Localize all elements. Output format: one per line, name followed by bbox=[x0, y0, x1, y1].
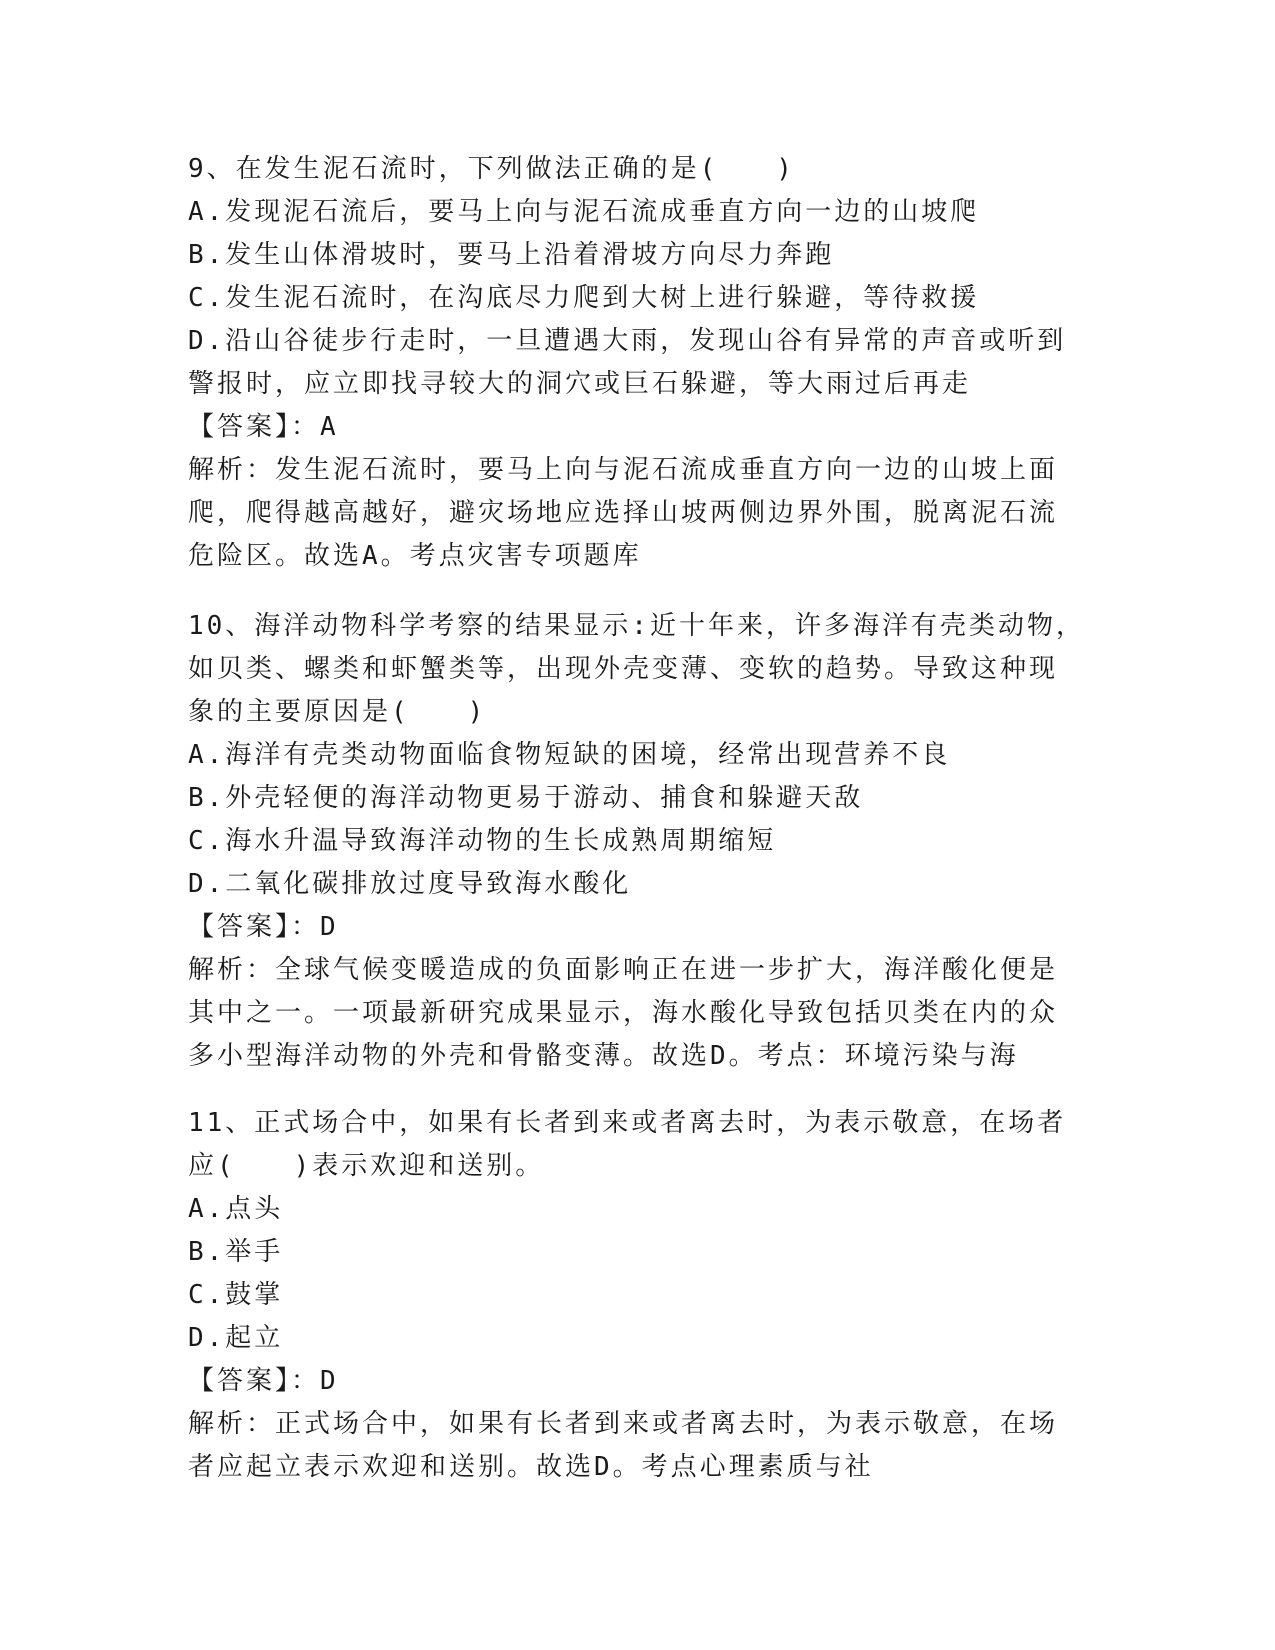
analysis-line: 解析：发生泥石流时，要马上向与泥石流成垂直方向一边的山坡上面 bbox=[188, 455, 1059, 485]
option-a: A.点头 bbox=[188, 1194, 284, 1224]
analysis-line: 解析：正式场合中，如果有长者到来或者离去时，为表示敬意，在场 bbox=[188, 1409, 1059, 1439]
analysis-line: 多小型海洋动物的外壳和骨骼变薄。故选D。考点：环境污染与海 bbox=[188, 1041, 1019, 1071]
option-b: B.发生山体滑坡时，要马上沿着滑坡方向尽力奔跑 bbox=[188, 240, 835, 270]
option-a: A.海洋有壳类动物面临食物短缺的困境，经常出现营养不良 bbox=[188, 740, 951, 770]
question-stem: 如贝类、螺类和虾蟹类等，出现外壳变薄、变软的趋势。导致这种现 bbox=[188, 654, 1059, 684]
question-stem: 10、海洋动物科学考察的结果显示:近十年来，许多海洋有壳类动物， bbox=[188, 611, 1085, 641]
option-d: D.二氧化碳排放过度导致海水酸化 bbox=[188, 869, 632, 899]
question-stem: 9、在发生泥石流时，下列做法正确的是( ) bbox=[188, 154, 795, 184]
option-b: B.举手 bbox=[188, 1237, 284, 1267]
analysis-line: 危险区。故选A。考点灾害专项题库 bbox=[188, 541, 642, 571]
analysis-line: 者应起立表示欢迎和送别。故选D。考点心理素质与社 bbox=[188, 1452, 874, 1482]
question-9 bbox=[188, 148, 1068, 578]
answer-line: 【答案】：D bbox=[188, 1366, 339, 1396]
option-c: C.鼓掌 bbox=[188, 1280, 284, 1310]
option-b: B.外壳轻便的海洋动物更易于游动、捕食和躲避天敌 bbox=[188, 783, 864, 813]
question-11 bbox=[188, 1102, 1068, 1489]
option-c: C.发生泥石流时，在沟底尽力爬到大树上进行躲避，等待救援 bbox=[188, 283, 980, 313]
question-stem: 11、正式场合中，如果有长者到来或者离去时，为表示敬意，在场者 bbox=[188, 1108, 1067, 1138]
question-stem: 应( )表示欢迎和送别。 bbox=[188, 1151, 545, 1181]
answer-line: 【答案】：A bbox=[188, 412, 339, 442]
option-d: D.沿山谷徒步行走时，一旦遭遇大雨，发现山谷有异常的声音或听到 bbox=[188, 326, 1067, 356]
option-d-continued: 警报时，应立即找寻较大的洞穴或巨石躲避，等大雨过后再走 bbox=[188, 369, 972, 399]
analysis-line: 爬，爬得越高越好，避灾场地应选择山坡两侧边界外围，脱离泥石流 bbox=[188, 498, 1059, 528]
option-c: C.海水升温导致海洋动物的生长成熟周期缩短 bbox=[188, 826, 777, 856]
answer-line: 【答案】：D bbox=[188, 912, 339, 942]
analysis-line: 其中之一。一项最新研究成果显示，海水酸化导致包括贝类在内的众 bbox=[188, 998, 1059, 1028]
option-d: D.起立 bbox=[188, 1323, 284, 1353]
question-10 bbox=[188, 605, 1085, 1078]
analysis-line: 解析：全球气候变暖造成的负面影响正在进一步扩大，海洋酸化便是 bbox=[188, 955, 1059, 985]
option-a: A.发现泥石流后，要马上向与泥石流成垂直方向一边的山坡爬 bbox=[188, 197, 980, 227]
question-stem: 象的主要原因是( ) bbox=[188, 697, 487, 727]
